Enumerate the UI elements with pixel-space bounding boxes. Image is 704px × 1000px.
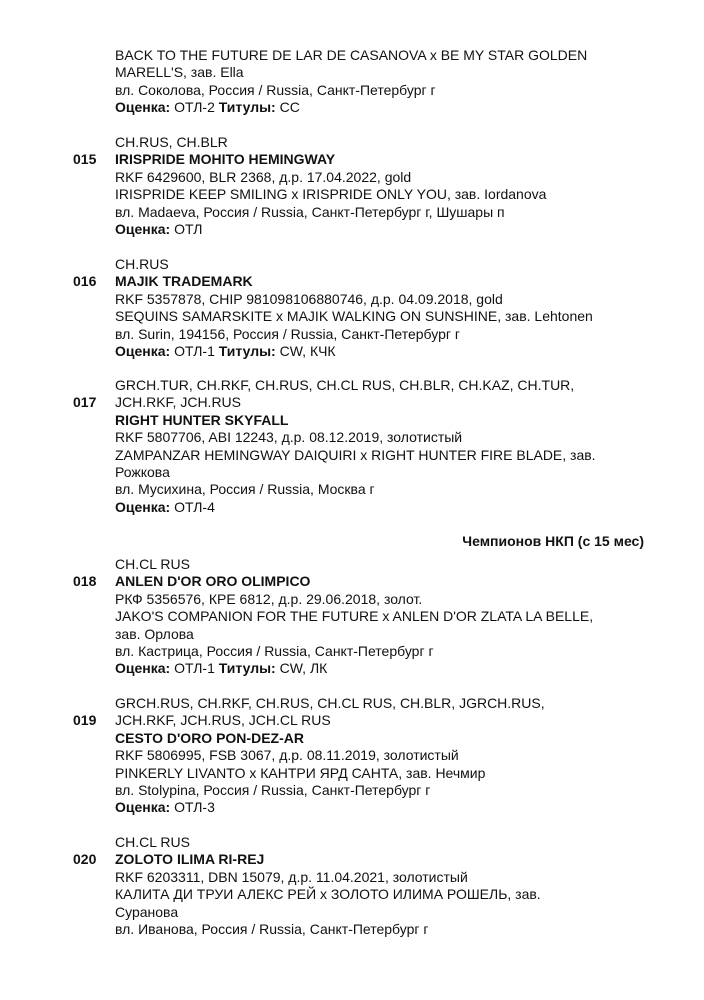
champion-titles: GRCH.TUR, CH.RKF, CH.RUS, CH.CL RUS, CH.BLR, CH.KAZ, CH.TUR, bbox=[115, 377, 575, 393]
dog-name: CESTO D'ORO PON-DEZ-AR bbox=[115, 729, 304, 746]
titles-label: Титулы: bbox=[218, 660, 276, 677]
grade-label: Оценка: bbox=[115, 99, 171, 116]
owner-line: вл. Stolypina, Россия / Russia, Санкт-Петербург г bbox=[115, 781, 431, 798]
owner-line: вл. Соколова, Россия / Russia, Санкт-Петербург г bbox=[115, 81, 436, 98]
dog-name: ANLEN D'OR ORO OLIMPICO bbox=[115, 573, 311, 590]
champion-titles: CH.CL RUS bbox=[115, 556, 190, 572]
grade-line bbox=[115, 660, 327, 677]
parents-line: Рожкова bbox=[115, 463, 170, 480]
dog-name: MAJIK TRADEMARK bbox=[115, 273, 253, 290]
grade-label: Оценка: bbox=[115, 498, 171, 515]
dog-name: RIGHT HUNTER SKYFALL bbox=[115, 411, 289, 428]
entry-019 bbox=[0, 695, 704, 817]
grade-value: ОТЛ bbox=[174, 220, 203, 237]
entry-number: 020 bbox=[73, 851, 97, 868]
titles-label: Титулы: bbox=[218, 99, 276, 116]
entry-020 bbox=[0, 834, 704, 938]
owner-line: вл. Мусихина, Россия / Russia, Москва г bbox=[115, 481, 375, 498]
grade-label: Оценка: bbox=[115, 342, 171, 359]
registration-line: РКФ 5356576, КРЕ 6812, д.р. 29.06.2018, золот. bbox=[115, 590, 423, 607]
grade-label: Оценка: bbox=[115, 660, 171, 677]
champion-titles: JCH.RKF, JCH.RUS bbox=[115, 394, 242, 411]
parents-line: SEQUINS SAMARSKITE x MAJIK WALKING ON SUNSHINE, зав. Lehtonen bbox=[115, 308, 593, 325]
grade-line bbox=[115, 343, 336, 360]
parents-line: JAKO'S COMPANION FOR THE FUTURE x ANLEN D'OR ZLATA LA BELLE, bbox=[115, 608, 594, 625]
titles-label: Титулы: bbox=[218, 342, 276, 359]
champion-titles: CH.CL RUS bbox=[115, 834, 190, 850]
grade-line bbox=[115, 99, 300, 116]
champion-titles: JCH.RKF, JCH.RUS, JCH.CL RUS bbox=[115, 712, 331, 729]
parents-line: ZAMPANZAR HEMINGWAY DAIQUIRI x RIGHT HUNTER FIRE BLADE, зав. bbox=[115, 446, 596, 463]
parents-line: IRISPRIDE KEEP SMILING x IRISPRIDE ONLY YOU, зав. Iordanova bbox=[115, 186, 547, 203]
grade-value: ОТЛ-2 bbox=[174, 99, 215, 116]
grade-label: Оценка: bbox=[115, 799, 171, 816]
grade-line bbox=[115, 799, 215, 816]
registration-line: RKF 5807706, ABI 12243, д.р. 08.12.2019, золотистый bbox=[115, 429, 463, 446]
registration-line: RKF 5357878, CHIP 981098106880746, д.р. 04.09.2018, gold bbox=[115, 290, 503, 307]
entry-016 bbox=[0, 256, 704, 360]
entry-017 bbox=[0, 377, 704, 516]
owner-line: вл. Surin, 194156, Россия / Russia, Санкт-Петербург г bbox=[115, 325, 460, 342]
titles-value: CW, КЧК bbox=[279, 342, 336, 359]
grade-value: ОТЛ-4 bbox=[174, 498, 215, 515]
titles-value: CC bbox=[279, 99, 300, 116]
entry-number: 017 bbox=[73, 394, 97, 411]
parents-line: PINKERLY LIVANTO x КАНТРИ ЯРД САНТА, зав. Нечмир bbox=[115, 764, 486, 781]
grade-value: ОТЛ-3 bbox=[174, 799, 215, 816]
entry-number: 015 bbox=[73, 151, 97, 168]
grade-value: ОТЛ-1 bbox=[174, 342, 215, 359]
entry-018 bbox=[0, 556, 704, 678]
registration-line: RKF 6429600, BLR 2368, д.р. 17.04.2022, gold bbox=[115, 168, 412, 185]
grade-line bbox=[115, 499, 215, 516]
dog-name: IRISPRIDE MOHITO HEMINGWAY bbox=[115, 151, 336, 168]
parents-line: BACK TO THE FUTURE DE LAR DE CASANOVA x BE MY STAR GOLDEN bbox=[115, 47, 588, 63]
champion-titles: CH.RUS, CH.BLR bbox=[115, 134, 228, 150]
entry-number: 019 bbox=[73, 712, 97, 729]
entry-number: 018 bbox=[73, 573, 97, 590]
parents-line: КАЛИТА ДИ ТРУИ АЛЕКС РЕЙ x ЗОЛОТО ИЛИМА РОШЕЛЬ, зав. bbox=[115, 886, 541, 903]
champion-titles: CH.RUS bbox=[115, 256, 169, 272]
owner-line: вл. Иванова, Россия / Russia, Санкт-Петербург г bbox=[115, 920, 429, 937]
entry-number: 016 bbox=[73, 273, 97, 290]
registration-line: RKF 6203311, DBN 15079, д.р. 11.04.2021, золотистый bbox=[115, 868, 468, 885]
entry-prev bbox=[0, 47, 704, 117]
grade-value: ОТЛ-1 bbox=[174, 660, 215, 677]
grade-label: Оценка: bbox=[115, 220, 171, 237]
registration-line: RKF 5806995, FSB 3067, д.р. 08.11.2019, золотистый bbox=[115, 747, 459, 764]
parents-line: зав. Орлова bbox=[115, 625, 194, 642]
section-heading: Чемпионов НКП (с 15 мес) bbox=[462, 533, 644, 549]
parents-line: MARELL'S, зав. Ella bbox=[115, 64, 244, 81]
parents-line: Суранова bbox=[115, 903, 179, 920]
owner-line: вл. Кастрица, Россия / Russia, Санкт-Петербург г bbox=[115, 642, 434, 659]
dog-name: ZOLOTO ILIMA RI-REJ bbox=[115, 851, 265, 868]
titles-value: CW, ЛК bbox=[279, 660, 328, 677]
champion-titles: GRCH.RUS, CH.RKF, CH.RUS, CH.CL RUS, CH.BLR, JGRCH.RUS, bbox=[115, 695, 545, 711]
grade-line bbox=[115, 221, 202, 238]
owner-line: вл. Madaeva, Россия / Russia, Санкт-Петербург г, Шушары п bbox=[115, 203, 505, 220]
entry-015 bbox=[0, 134, 704, 238]
